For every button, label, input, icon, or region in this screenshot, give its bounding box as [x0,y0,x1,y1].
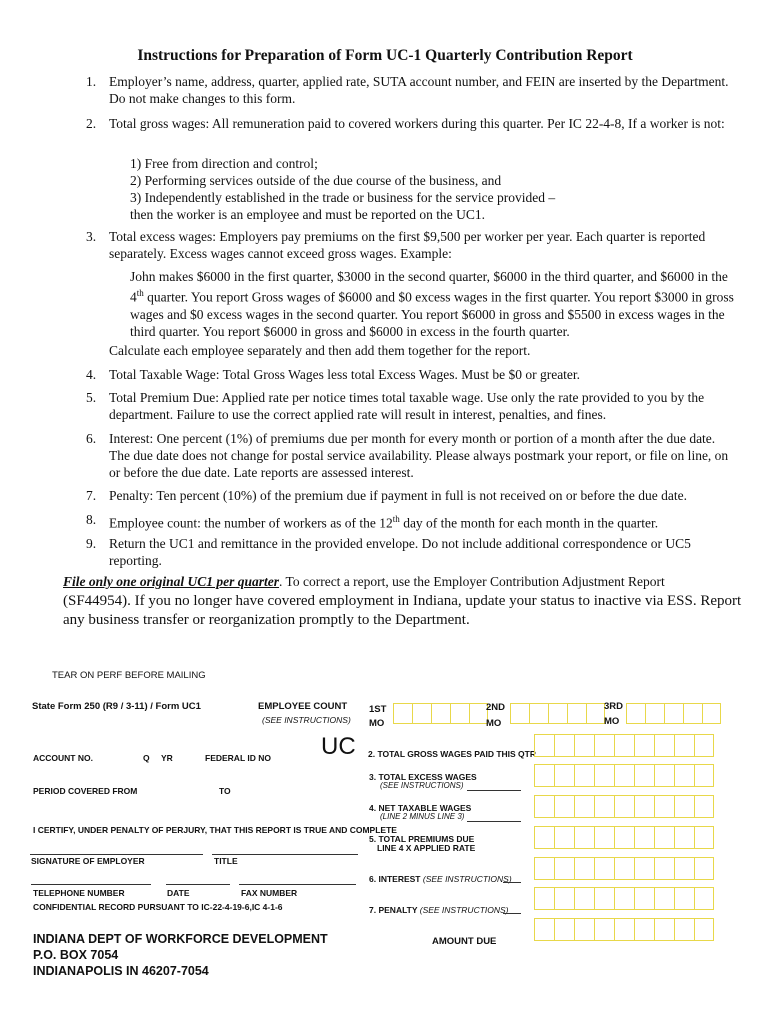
example-text: John makes $6000 in the first quarter, $3000 in the second quarter, $6000 in the third quarter, and $6000 in the 4th quarter. You report Gross wages of $6000 and $0 excess wages in the first quarter. You report $3000 in gross wages and $0 excess wages in the second quarter. You report $6000 in gross and $5500 in excess wages in the third quarter. You report $6000 in gross and $6000 in excess in the fourth quarter. [130,269,734,339]
state-form-label: State Form 250 (R9 / 3-11) / Form UC1 [32,701,201,712]
line3-label: 3. TOTAL EXCESS WAGES [369,772,477,782]
line5-label: 5. TOTAL PREMIUMS DUE [369,834,475,844]
account-no-label: ACCOUNT NO. [33,753,93,763]
month1-label-mo: MO [369,718,385,729]
item-text: Penalty: Ten percent (10%) of the premium due if payment in full is not received on or before the due date. [109,488,687,503]
month1-label: 1ST [369,704,387,715]
file-note: File only one original UC1 per quarter. To correct a report, use the Employer Contribution Adjustment Report [63,574,665,589]
amount-due-label: AMOUNT DUE [432,936,497,947]
line6-rule [503,882,521,883]
date-line[interactable] [166,884,230,885]
calc-note: Calculate each employee separately and then add them together for the report. [109,343,531,358]
condition: 2) Performing services outside of the due course of the business, and [130,173,502,188]
date-label: DATE [167,888,190,898]
line5-note: LINE 4 X APPLIED RATE [377,843,476,853]
tear-notice: TEAR ON PERF BEFORE MAILING [52,670,206,681]
item-number: 5. [86,390,97,405]
line7-rule [503,913,521,914]
interest-boxes[interactable] [534,887,714,910]
employee-count-note: (SEE INSTRUCTIONS) [262,715,351,725]
condition: 3) Independently established in the trade or business for the service provided – [130,190,556,205]
signature-label: SIGNATURE OF EMPLOYER [31,856,145,866]
item-number: 1. [86,74,97,89]
condition: then the worker is an employee and must be reported on the UC1. [130,207,486,222]
title-label: TITLE [214,856,238,866]
item-number: 9. [86,536,97,551]
quarter-label: Q [143,753,150,763]
line2-label: 2. TOTAL GROSS WAGES PAID THIS QTR [368,749,536,759]
federal-id-label: FEDERAL ID NO [205,753,271,763]
uc-mark: UC [321,733,356,760]
employee-count-label: EMPLOYEE COUNT [258,701,348,712]
gross-wages-boxes[interactable] [534,734,714,757]
period-to-label: TO [219,786,231,796]
penalty-boxes[interactable] [534,918,714,941]
period-from-label: PERIOD COVERED FROM [33,786,138,796]
signature-line[interactable] [30,854,203,855]
item-number: 7. [86,488,97,503]
taxable-wages-boxes[interactable] [534,795,714,818]
item-text: Return the UC1 and remittance in the provided envelope. Do not include additional correspondence or UC5 reporting. [109,536,691,568]
line4-rule [467,821,521,822]
month2-count-boxes[interactable] [510,703,605,724]
condition: 1) Free from direction and control; [130,156,318,171]
file-note-detail: (SF44954). If you no longer have covered employment in Indiana, update your status to inactive via ESS. Report any business transfer or reorganization promptly to the Department. [63,593,742,628]
item-number: 3. [86,229,97,244]
month2-label: 2ND [486,702,506,713]
fax-line[interactable] [239,884,356,885]
item-number: 8. [86,512,97,527]
month3-label: 3RD [604,701,624,712]
month3-count-boxes[interactable] [626,703,721,724]
premiums-extra-boxes[interactable] [534,857,714,880]
line6-label: 6. INTEREST (SEE INSTRUCTIONS) [369,874,512,884]
excess-wages-boxes[interactable] [534,764,714,787]
line4-note: (LINE 2 MINUS LINE 3) [380,812,465,821]
month3-label-mo: MO [604,716,620,727]
item-text: Interest: One percent (1%) of premiums due per month for every month or portion of a month after the due date. The due date does not change for postal service availability. Please always postmark your report, or file on line, on or before the due date. Late reports are assessed interest. [109,431,729,480]
line7-label: 7. PENALTY (SEE INSTRUCTIONS) [369,905,509,915]
item-text: Employee count: the number of workers as of the 12th day of the month for each month in the quarter. [109,514,659,531]
item-text: Total gross wages: All remuneration paid to covered workers during this quarter. Per IC 22-4-8, If a worker is not: [109,116,725,131]
item-text: Total Taxable Wage: Total Gross Wages less total Excess Wages. Must be $0 or greater. [109,367,581,382]
title-line[interactable] [212,854,358,855]
mailing-address: INDIANA DEPT OF WORKFORCE DEVELOPMENT P.O. BOX 7054 INDIANAPOLIS IN 46207-7054 [33,932,328,978]
item-number: 2. [86,116,97,131]
conditions-list [130,155,740,223]
item-text: Total Premium Due: Applied rate per notice times total taxable wage. Use only the rate provided to you by the department. Failure to use the correct applied rate will result in interest, penalties, and fines. [109,390,705,422]
item-number: 4. [86,367,97,382]
fax-label: FAX NUMBER [241,888,298,898]
line4-label: 4. NET TAXABLE WAGES [369,803,472,813]
year-label: YR [161,753,173,763]
item-text: Total excess wages: Employers pay premiums on the first $9,500 per worker per year. Each quarter is reported separately. Excess wages cannot exceed gross wages. Example: [109,229,706,261]
line3-rule [467,790,521,791]
confidential-note: CONFIDENTIAL RECORD PURSUANT TO IC-22-4-19-6,IC 4-1-6 [33,902,283,912]
telephone-label: TELEPHONE NUMBER [33,888,125,898]
premiums-due-boxes[interactable] [534,826,714,849]
telephone-line[interactable] [31,884,151,885]
month2-label-mo: MO [486,718,502,729]
item-text: Employer’s name, address, quarter, applied rate, SUTA account number, and FEIN are inserted by the Department. Do not make changes to this form. [109,74,729,106]
month1-count-boxes[interactable] [393,703,488,724]
item-number: 6. [86,431,97,446]
line3-note: (SEE INSTRUCTIONS) [380,781,464,790]
certify-statement: I CERTIFY, UNDER PENALTY OF PERJURY, THAT THIS REPORT IS TRUE AND COMPLETE [33,825,397,835]
page-title: Instructions for Preparation of Form UC-1 Quarterly Contribution Report [137,47,633,64]
